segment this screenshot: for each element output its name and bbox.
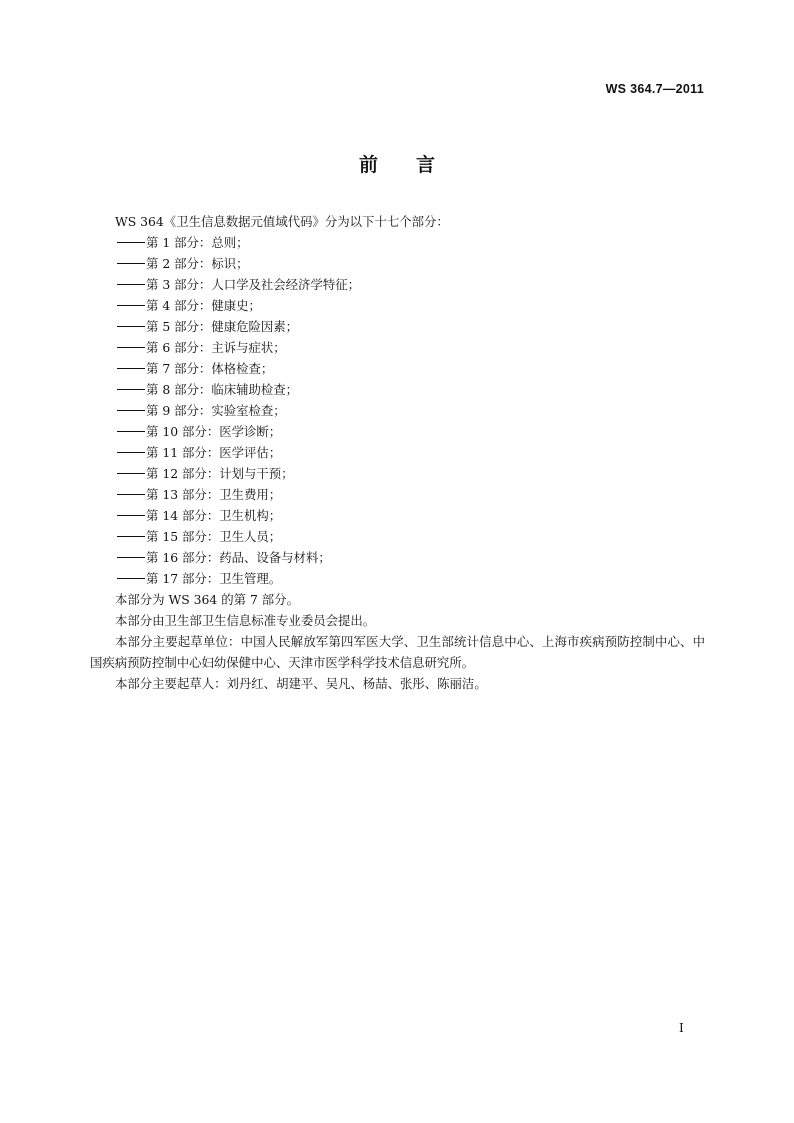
list-item bbox=[90, 463, 705, 484]
drafting-units-paragraph: 本部分主要起草单位：中国人民解放军第四军医大学、卫生部统计信息中心、上海市疾病预防控制中心、中国疾病预防控制中心妇幼保健中心、天津市医学科学技术信息研究所。 bbox=[90, 634, 705, 670]
dash-mark bbox=[117, 263, 145, 264]
dash-mark bbox=[117, 284, 145, 285]
list-item-text: 第 2 部分：标识； bbox=[146, 256, 249, 271]
list-item bbox=[90, 253, 705, 274]
dash-mark bbox=[117, 368, 145, 369]
list-item-text: 第 10 部分：医学诊断； bbox=[146, 424, 282, 439]
list-item-text: 第 4 部分：健康史； bbox=[146, 298, 261, 313]
list-item-text: 第 15 部分：卫生人员； bbox=[146, 529, 282, 544]
page-number: I bbox=[679, 1021, 684, 1035]
list-item bbox=[90, 379, 705, 400]
dash-mark bbox=[117, 452, 145, 453]
list-item bbox=[90, 526, 705, 547]
list-item-text: 第 7 部分：体格检查； bbox=[146, 361, 274, 376]
dash-mark bbox=[117, 410, 145, 411]
list-item-text: 第 11 部分：医学评估； bbox=[146, 445, 282, 460]
list-item bbox=[90, 568, 705, 589]
drafters-paragraph: 本部分主要起草人：刘丹红、胡建平、吴凡、杨喆、张彤、陈丽洁。 bbox=[115, 676, 487, 691]
list-item bbox=[90, 421, 705, 442]
dash-mark bbox=[117, 536, 145, 537]
list-item bbox=[90, 400, 705, 421]
proposer-paragraph: 本部分由卫生部卫生信息标准专业委员会提出。 bbox=[115, 613, 376, 628]
list-item-text: 第 6 部分：主诉与症状； bbox=[146, 340, 286, 355]
dash-mark bbox=[117, 473, 145, 474]
dash-mark bbox=[117, 389, 145, 390]
page-title bbox=[0, 150, 794, 177]
list-item-text: 第 1 部分：总则； bbox=[146, 235, 249, 250]
list-item bbox=[90, 295, 705, 316]
part-note-paragraph: 本部分为 WS 364 的第 7 部分。 bbox=[115, 592, 299, 607]
intro-paragraph: WS 364《卫生信息数据元值域代码》分为以下十七个部分： bbox=[115, 214, 449, 229]
list-item-text: 第 14 部分：卫生机构； bbox=[146, 508, 282, 523]
dash-mark bbox=[117, 515, 145, 516]
document-code: WS 364.7—2011 bbox=[605, 82, 704, 96]
page-title-char-2: 言 bbox=[416, 154, 436, 176]
foreword-body bbox=[90, 211, 705, 694]
dash-mark bbox=[117, 305, 145, 306]
dash-mark bbox=[117, 326, 145, 327]
list-item-text: 第 3 部分：人口学及社会经济学特征； bbox=[146, 277, 361, 292]
list-item bbox=[90, 442, 705, 463]
list-item bbox=[90, 337, 705, 358]
list-item bbox=[90, 274, 705, 295]
dash-mark bbox=[117, 578, 145, 579]
list-item-text: 第 5 部分：健康危险因素； bbox=[146, 319, 299, 334]
list-item-text: 第 12 部分：计划与干预； bbox=[146, 466, 294, 481]
dash-mark bbox=[117, 242, 145, 243]
dash-mark bbox=[117, 347, 145, 348]
parts-list bbox=[90, 232, 705, 589]
dash-mark bbox=[117, 431, 145, 432]
list-item bbox=[90, 316, 705, 337]
list-item bbox=[90, 547, 705, 568]
list-item bbox=[90, 358, 705, 379]
dash-mark bbox=[117, 557, 145, 558]
list-item bbox=[90, 232, 705, 253]
list-item-text: 第 13 部分：卫生费用； bbox=[146, 487, 282, 502]
dash-mark bbox=[117, 494, 145, 495]
list-item-text: 第 8 部分：临床辅助检查； bbox=[146, 382, 299, 397]
list-item-text: 第 17 部分：卫生管理。 bbox=[146, 571, 282, 586]
list-item-text: 第 9 部分：实验室检查； bbox=[146, 403, 286, 418]
list-item-text: 第 16 部分：药品、设备与材料； bbox=[146, 550, 331, 565]
page-title-char-1: 前 bbox=[358, 154, 378, 176]
list-item bbox=[90, 484, 705, 505]
list-item bbox=[90, 505, 705, 526]
